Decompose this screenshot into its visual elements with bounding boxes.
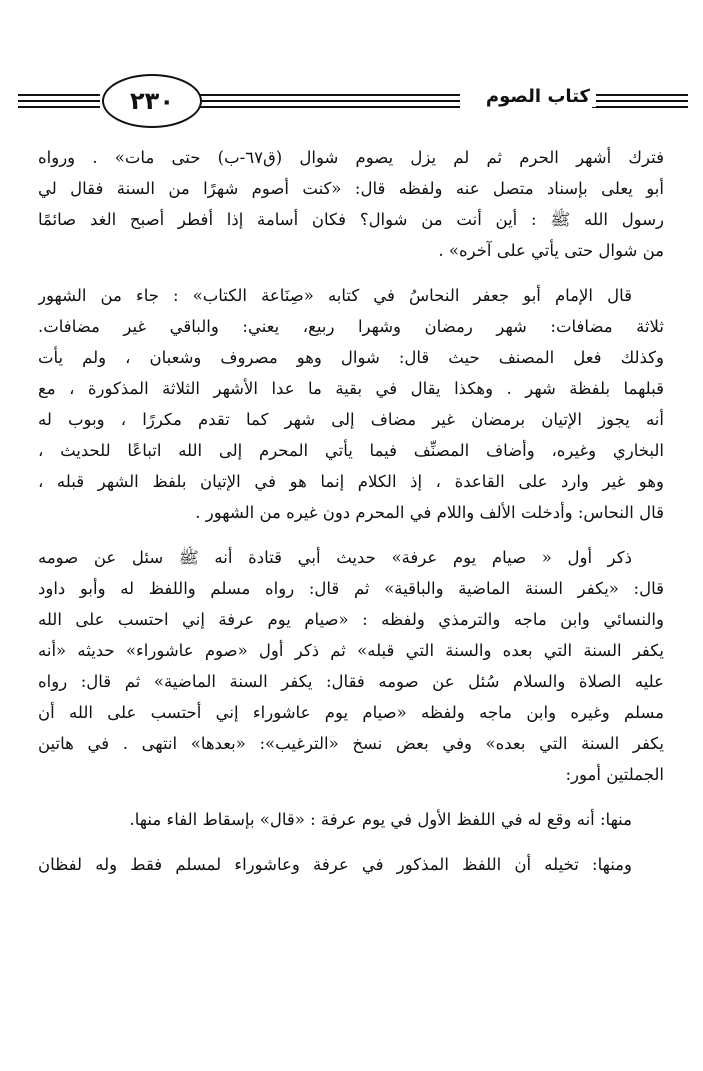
header-rule-right xyxy=(592,100,688,102)
header-rule-middle xyxy=(200,94,460,96)
text-line: ومنها: تخيله أن اللفظ المذكور في عرفة وعاشوراء لمسلم فقط وله لفظان xyxy=(38,855,632,874)
page-header xyxy=(18,70,688,130)
paragraph xyxy=(38,142,664,266)
page-number: ٢٣٠ xyxy=(102,74,202,128)
page-body xyxy=(38,142,664,880)
text-line: أنه يجوز الإتيان برمضان غير مضاف إلى شهر كما تقدم مكررًا ، وبوب له xyxy=(38,410,664,429)
text-line: رسول الله ﷺ : أين أنت من شوال؟ فكان أسامة إذا أفطر أصبح الغد صائمًا xyxy=(38,210,664,229)
header-rule-middle xyxy=(200,100,460,102)
text-line: منها: أنه وقع له في اللفظ الأول في يوم عرفة : «قال» بإسقاط الفاء منها. xyxy=(129,810,632,829)
text-line: أبو يعلى بإسناد متصل عنه ولفظه قال: «كنت أصوم شهرًا من السنة فقال لي xyxy=(38,179,664,198)
header-rule-left xyxy=(18,106,100,108)
paragraph xyxy=(38,804,664,835)
text-line: ذكر أول « صيام يوم عرفة» حديث أبي قتادة أنه ﷺ سئل عن صومه xyxy=(38,548,632,567)
text-line: الجملتين أمور: xyxy=(565,765,664,784)
header-rule-left xyxy=(18,100,100,102)
paragraph xyxy=(38,542,664,790)
text-line: عليه الصلاة والسلام سُئل عن صومه فقال: يكفر السنة الماضية» ثم قال: رواه xyxy=(38,672,664,691)
text-line: قال: «يكفر السنة الماضية والباقية» ثم قال: رواه مسلم واللفظ له وأبو داود xyxy=(38,579,664,598)
text-line: وكذلك فعل المصنف حيث قال: شوال وهو مصروف وشعبان ، ولم يأت xyxy=(38,348,664,367)
paragraph xyxy=(38,280,664,528)
text-line: والنسائي وابن ماجه والترمذي ولفظه : «صيام يوم عرفة إني احتسب على الله xyxy=(38,610,664,629)
text-line: ثلاثة مضافات: شهر رمضان وشهرا ربيع، يعني: والباقي غير مضافات. xyxy=(38,317,664,336)
text-line: يكفر السنة التي بعده» وفي بعض نسخ «الترغيب»: «بعدها» انتهى . في هاتين xyxy=(38,734,664,753)
header-rule-right xyxy=(592,106,688,108)
text-line: يكفر السنة التي بعده والسنة التي قبله» ثم ذكر أول «صوم عاشوراء» حديثه «أنه xyxy=(38,641,664,660)
text-line: قال الإمام أبو جعفر النحاسُ في كتابه «صِنَاعة الكتاب» : جاء من الشهور xyxy=(38,286,632,305)
text-line: وهو غير وارد على القاعدة ، إذ الكلام إنما هو في الإتيان بلفظ الشهر قبله ، xyxy=(38,472,664,491)
header-rule-middle xyxy=(200,106,460,108)
text-line: البخاري وغيره، وأضاف المصنِّف فيما يأتي المحرم إلى الله اتباعًا للحديث ، xyxy=(38,441,664,460)
running-title: كتاب الصوم xyxy=(480,86,596,107)
text-line: قبلهما بلفظة شهر . وهكذا يقال في بقية ما عدا الأشهر الثلاثة المذكورة ، مع xyxy=(38,379,664,398)
header-rule-left xyxy=(18,94,100,96)
header-rule-right xyxy=(592,94,688,96)
paragraph xyxy=(38,849,664,880)
text-line: فترك أشهر الحرم ثم لم يزل يصوم شوال (ق٦٧-ب) حتى مات» . ورواه xyxy=(38,148,664,167)
text-line: مسلم وغيره وابن ماجه ولفظه «صيام يوم عاشوراء إني أحتسب على الله أن xyxy=(38,703,664,722)
text-line: من شوال حتى يأتي على آخره» . xyxy=(438,241,664,260)
text-line: قال النحاس: وأدخلت الألف واللام في المحرم دون غيره من الشهور . xyxy=(195,503,664,522)
